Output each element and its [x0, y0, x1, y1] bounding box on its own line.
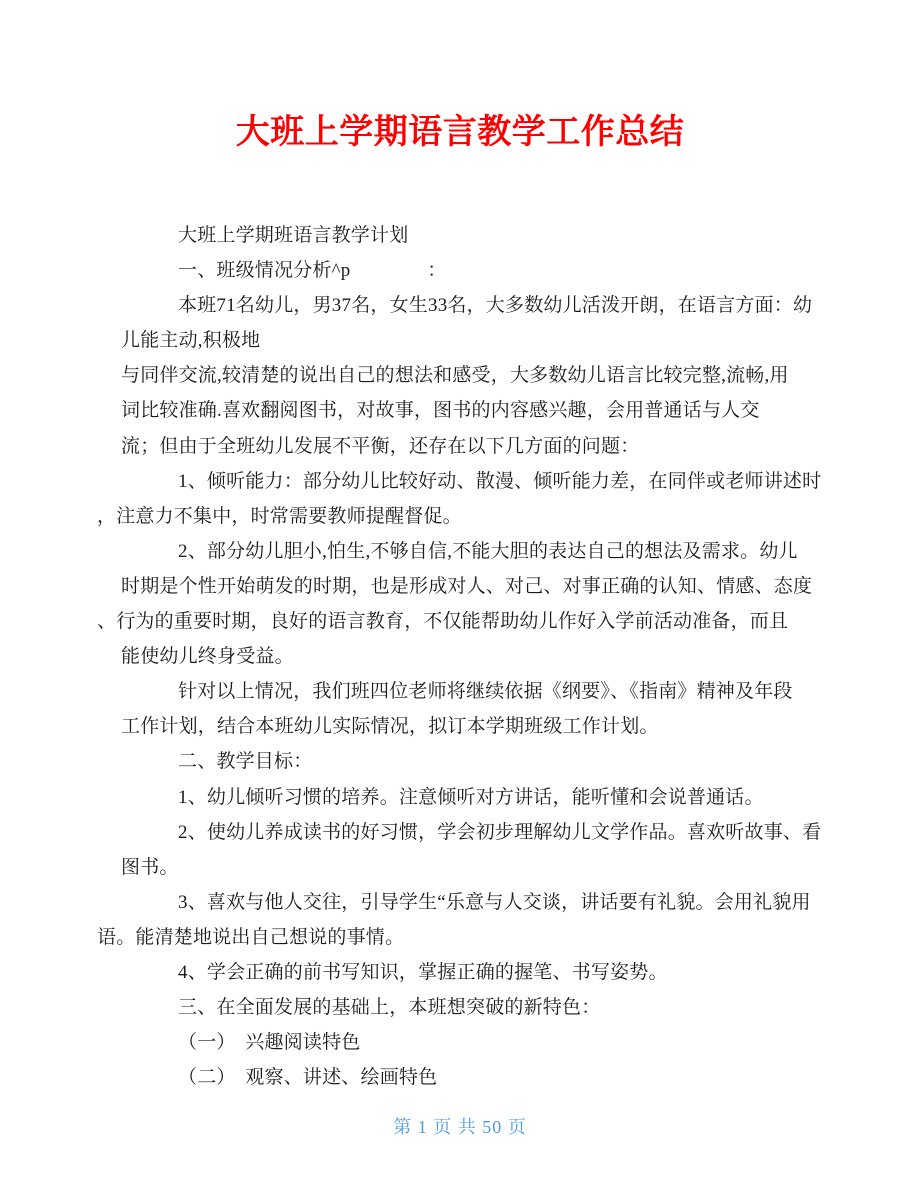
document-line: 2、使幼儿养成读书的好习惯，学会初步理解幼儿文学作品。喜欢听故事、看 [178, 821, 822, 843]
document-line: 儿能主动,积极地 [121, 330, 261, 352]
document-line: 工作计划，结合本班幼儿实际情况，拟订本学期班级工作计划。 [121, 716, 659, 738]
document-line: 1、倾听能力：部分幼儿比较好动、散漫、倾听能力差，在同伴或老师讲述时 [178, 470, 822, 492]
document-line: 一、班级情况分析^p ： [178, 260, 447, 282]
document-line: （二） 观察、讲述、绘画特色 [178, 1067, 438, 1089]
document-line: 时期是个性开始萌发的时期，也是形成对人、对己、对事正确的认知、情感、态度 [121, 575, 813, 597]
document-line: 词比较准确.喜欢翻阅图书，对故事，图书的内容感兴趣，会用普通话与人交 [121, 400, 760, 422]
document-line: 、行为的重要时期，良好的语言教育，不仅能帮助幼儿作好入学前活动准备，而且 [97, 611, 789, 633]
document-line: （一） 兴趣阅读特色 [178, 1032, 361, 1054]
document-line: 二、教学目标： [178, 751, 313, 773]
document-line: 图书。 [121, 856, 179, 878]
document-body [97, 218, 822, 1095]
document-line: 针对以上情况，我们班四位老师将继续依据《纲要》、《指南》精神及年段 [178, 681, 793, 703]
page-footer [0, 1116, 920, 1138]
document-line: ，注意力不集中，时常需要教师提醒督促。 [97, 505, 462, 527]
document-line: 能使幼儿终身受益。 [121, 646, 294, 668]
document-line: 与同伴交流,较清楚的说出自己的想法和感受，大多数幼儿语言比较完整,流畅,用 [121, 365, 789, 387]
document-line: 4、学会正确的前书写知识，掌握正确的握笔、书写姿势。 [178, 961, 668, 983]
document-line: 本班71名幼儿，男37名，女生33名，大多数幼儿活泼开朗，在语言方面：幼 [178, 295, 813, 317]
document-title: 大班上学期语言教学工作总结 [235, 113, 685, 151]
document-line: 1、幼儿倾听习惯的培养。注意倾听对方讲话，能听懂和会说普通话。 [178, 786, 764, 808]
document-line: 3、喜欢与他人交往，引导学生“乐意与人交谈，讲话要有礼貌。会用礼貌用 [178, 891, 811, 913]
document-line: 流；但由于全班幼儿发展不平衡，还存在以下几方面的问题： [121, 435, 640, 457]
page-number-indicator: 第 1 页 共 50 页 [393, 1117, 527, 1137]
document-line: 2、部分幼儿胆小,怕生,不够自信,不能大胆的表达自己的想法及需求。幼儿 [178, 540, 798, 562]
document-line: 语。能清楚地说出自己想说的事情。 [97, 926, 405, 948]
document-line: 三、在全面发展的基础上，本班想突破的新特色： [178, 997, 601, 1019]
document-line: 大班上学期班语言教学计划 [178, 225, 409, 246]
